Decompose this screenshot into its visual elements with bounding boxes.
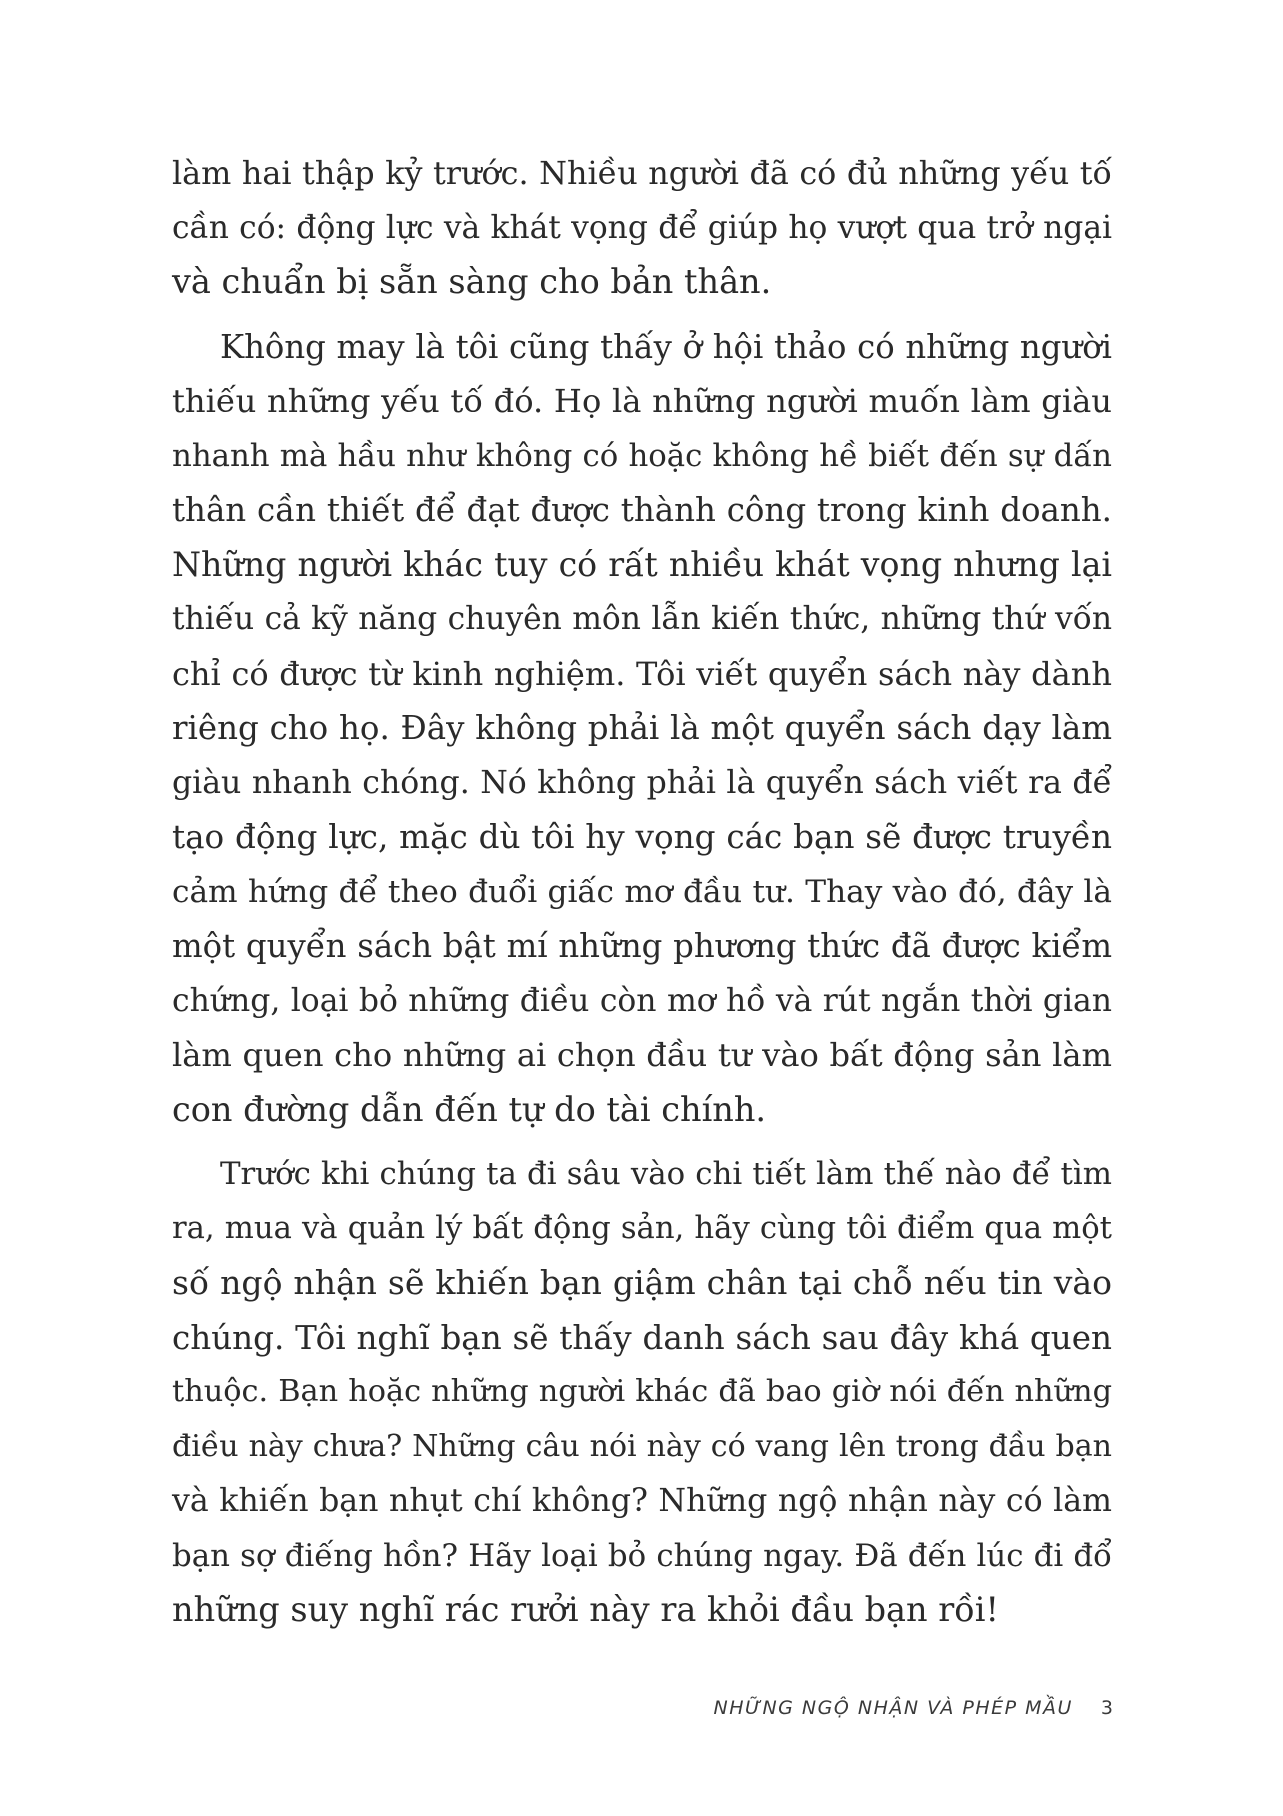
text-line: chứng, loại bỏ những điều còn mơ hồ và rút ngắn thời gian <box>172 982 1112 1019</box>
body-text <box>172 146 1112 1648</box>
text-line: con đường dẫn đến tự do tài chính. <box>172 1089 767 1129</box>
paragraph <box>172 146 1112 310</box>
text-line: ra, mua và quản lý bất động sản, hãy cùng tôi điểm qua một <box>172 1210 1112 1246</box>
text-line: chúng. Tôi nghĩ bạn sẽ thấy danh sách sau đây khá quen <box>172 1318 1112 1357</box>
text-line: làm quen cho những ai chọn đầu tư vào bất động sản làm <box>172 1036 1112 1074</box>
text-line: Những người khác tuy có rất nhiều khát vọng nhưng lại <box>172 544 1112 584</box>
running-head: NHỮNG NGỘ NHẬN VÀ PHÉP MẦU <box>713 1697 1073 1719</box>
text-line: thiếu cả kỹ năng chuyên môn lẫn kiến thức, những thứ vốn <box>172 601 1112 637</box>
text-line: chỉ có được từ kinh nghiệm. Tôi viết quyển sách này dành <box>172 654 1112 693</box>
text-line: Trước khi chúng ta đi sâu vào chi tiết làm thế nào để tìm <box>220 1156 1112 1192</box>
text-line: Không may là tôi cũng thấy ở hội thảo có những người <box>220 327 1112 366</box>
paragraph <box>172 320 1112 1138</box>
text-line: thuộc. Bạn hoặc những người khác đã bao giờ nói đến những <box>172 1374 1112 1409</box>
text-line: bạn sợ điếng hồn? Hãy loại bỏ chúng ngay. Đã đến lúc đi đổ <box>172 1537 1112 1574</box>
text-line: giàu nhanh chóng. Nó không phải là quyển sách viết ra để <box>172 764 1112 801</box>
text-line: số ngộ nhận sẽ khiến bạn giậm chân tại chỗ nếu tin vào <box>172 1263 1112 1302</box>
text-line: và chuẩn bị sẵn sàng cho bản thân. <box>172 262 772 301</box>
text-line: những suy nghĩ rác rưởi này ra khỏi đầu bạn rồi! <box>172 1590 999 1629</box>
text-line: điều này chưa? Những câu nói này có vang lên trong đầu bạn <box>172 1428 1112 1464</box>
text-line: cảm hứng để theo đuổi giấc mơ đầu tư. Thay vào đó, đây là <box>172 873 1112 910</box>
text-line: một quyển sách bật mí những phương thức đã được kiểm <box>172 927 1112 965</box>
page-footer <box>714 1697 1113 1719</box>
paragraph <box>172 1147 1112 1638</box>
text-line: làm hai thập kỷ trước. Nhiều người đã có đủ những yếu tố <box>172 154 1112 192</box>
page-number: 3 <box>1100 1697 1113 1719</box>
text-line: thiếu những yếu tố đó. Họ là những người muốn làm giàu <box>172 382 1112 420</box>
text-line: riêng cho họ. Đây không phải là một quyển sách dạy làm <box>172 709 1112 747</box>
text-line: cần có: động lực và khát vọng để giúp họ vượt qua trở ngại <box>172 209 1112 246</box>
text-line: nhanh mà hầu như không có hoặc không hề biết đến sự dấn <box>172 437 1112 474</box>
text-line: tạo động lực, mặc dù tôi hy vọng các bạn sẽ được truyền <box>172 818 1112 856</box>
text-line: và khiến bạn nhụt chí không? Những ngộ nhận này có làm <box>172 1483 1112 1519</box>
text-line: thân cần thiết để đạt được thành công trong kinh doanh. <box>172 491 1112 529</box>
